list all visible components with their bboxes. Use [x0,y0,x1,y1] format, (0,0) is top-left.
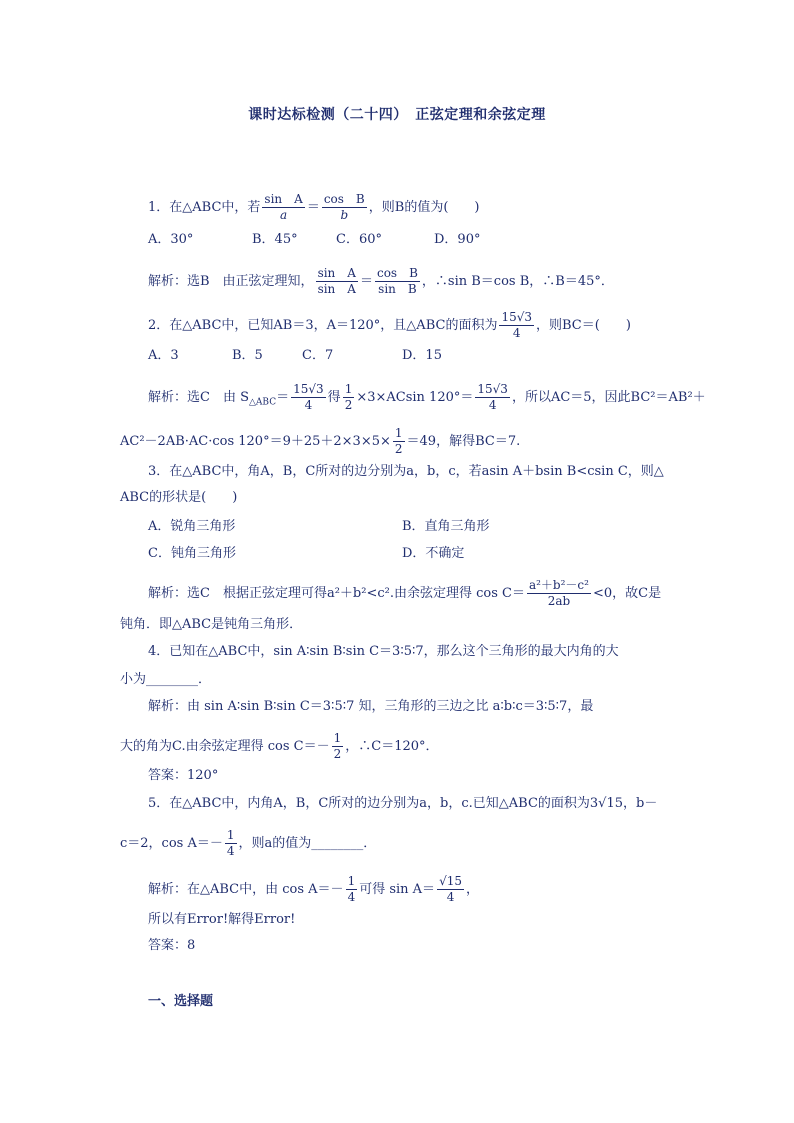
q4-sol-fraction: $\frac{1}{2}$ [333,731,342,761]
q3-option-c: C．钝角三角形 [148,546,236,561]
q1-option-a: A．30° [148,232,194,247]
q1-solution: 解析：选B 由正弦定理知， $\frac{\text{sin A}}{\text{sin A}}$ ＝ $\frac{\text{cos B}}{\text{sin B}}$ ，∴sin B＝cos B，∴B＝45°． [148,266,614,296]
section-heading: 一、选择题 [148,994,214,1009]
q4-solution-line-2: 大的角为C.由余弦定理得 cos C＝－ $\frac{1}{2}$ ，∴C＝120°． [120,731,439,761]
q2-solution-line-2: AC²－2AB·AC·cos 120°＝9＋25＋2×3×5× $\frac{1}{2}$ ＝49，解得BC＝7. [120,426,521,456]
q1-text-a: 1．在△ABC中，若 [148,200,261,215]
q1-fraction-1: $\frac{\text{sin A}}{a}$ [264,192,303,222]
q3-options-row-1 [148,517,490,537]
q2-sol2-fraction: $\frac{1}{2}$ [394,426,403,456]
question-1: 1．在△ABC中，若 $\frac{\text{sin A}}{a}$ ＝ $\frac{\text{cos B}}{b}$ ，则B的值为( ) [148,192,480,222]
question-5-line-2: c＝2，cos A＝－ $\frac{1}{4}$ ，则a的值为________． [120,828,377,858]
q3-solution-line-1: 解析：选C 根据正弦定理可得a²＋b²<c².由余弦定理得 cos C＝ $\frac{\text{a²＋b²－c²}}{2ab}$ <0，故C是 [148,578,662,608]
q3-solution-line-2: 钝角．即△ABC是钝角三角形． [120,617,303,632]
q5-solution-line-1: 解析：在△ABC中，由 cos A＝－ $\frac{1}{4}$ 可得 sin A＝ $\frac{√15}{4}$ ， [148,874,479,904]
q2-option-a: A．3 [148,348,179,363]
question-3-line-2: ABC的形状是( ) [120,490,238,505]
q1-option-c: C．60° [336,232,382,247]
q3-sol-fraction: $\frac{\text{a²＋b²－c²}}{2ab}$ [528,578,589,608]
question-3-line-1: 3．在△ABC中，角A，B，C所对的边分别为a，b，c，若asin A＋bsin B<csin C，则△ [148,464,664,479]
q3-option-d: D．不确定 [402,546,465,561]
q4-answer: 答案：120° [148,768,219,783]
question-5-line-1: 5．在△ABC中，内角A，B，C所对的边分别为a，b，c.已知△ABC的面积为3√15，b－ [148,796,658,811]
q2-sol-fraction-2: $\frac{1}{2}$ [344,382,353,412]
q1-option-b: B．45° [252,232,298,247]
q1-options [148,230,480,250]
q5-answer: 答案：8 [148,938,196,953]
q5-fraction: $\frac{1}{4}$ [226,828,235,858]
q1-sol-fraction-2: $\frac{\text{cos B}}{\text{sin B}}$ [376,266,418,296]
q1-text-b: ，则B的值为( ) [368,200,480,215]
q5-sol-fraction-1: $\frac{1}{4}$ [347,874,356,904]
question-2: 2．在△ABC中，已知AB＝3，A＝120°，且△ABC的面积为 $\frac{15√3}{4}$ ，则BC＝( ) [148,310,631,340]
q2-sol-fraction-1: $\frac{15√3}{4}$ [293,382,324,412]
q2-option-b: B．5 [232,348,263,363]
q3-options-row-2 [148,544,464,564]
q2-options [148,346,442,366]
q1-option-d: D．90° [434,232,481,247]
q1-sol-fraction-1: $\frac{\text{sin A}}{\text{sin A}}$ [317,266,356,296]
page-title: 课时达标检测（二十四） 正弦定理和余弦定理 [248,107,546,123]
q3-option-a: A．锐角三角形 [148,519,236,534]
q2-sol-fraction-3: $\frac{15√3}{4}$ [477,382,508,412]
q4-solution-line-1: 解析：由 sin A∶sin B∶sin C＝3∶5∶7 知，三角形的三边之比 a∶b∶c＝3∶5∶7，最 [148,699,594,714]
q2-solution-line-1: 解析：选C 由 $S_{\triangle ABC}=$ $\frac{15√3}{4}$ 得 $\frac{1}{2}$ ×3×ACsin 120°＝ $\frac{15√3}{4}$ ，所以AC＝5，因此BC²＝AB²＋ [148,382,706,412]
q2-option-c: C．7 [302,348,334,363]
question-4-line-2: 小为________． [120,672,212,687]
q2-option-d: D．15 [402,348,442,363]
q5-sol-fraction-2: $\frac{√15}{4}$ [439,874,462,904]
q2-fraction: $\frac{15√3}{4}$ [501,310,533,340]
q3-option-b: B．直角三角形 [402,519,490,534]
q5-solution-line-2: 所以有Error!解得Error! [148,912,296,927]
question-4-line-1: 4．已知在△ABC中，sin A∶sin B∶sin C＝3∶5∶7，那么这个三角形的最大内角的大 [148,644,619,659]
q1-fraction-2: $\frac{\text{cos B}}{b}$ [323,192,365,222]
